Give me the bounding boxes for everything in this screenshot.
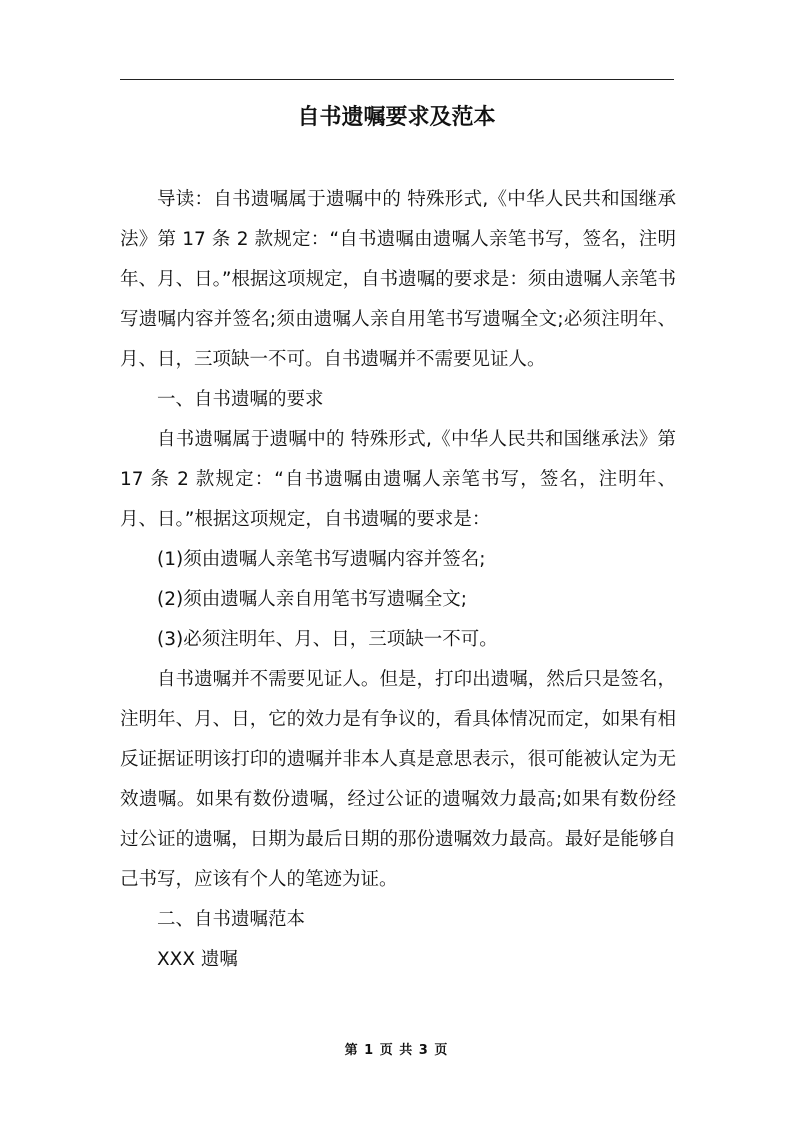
intro-paragraph: 导读：自书遗嘱属于遗嘱中的 特殊形式,《中华人民共和国继承法》第 17 条 2 款规定：“自书遗嘱由遗嘱人亲笔书写，签名，注明年、月、日。”根据这项规定，自书遗嘱的要求是：须由遗嘱人亲笔书写遗嘱内容并签名;须由遗嘱人亲自用笔书写遗嘱全文;必须注明年、月、日，三项缺一不可。自书遗嘱并不需要见证人。 — [120, 189, 676, 370]
page-number: 第 1 页 共 3 页 — [344, 1043, 449, 1058]
document-body — [120, 180, 676, 980]
template-title: XXX 遗嘱 — [157, 949, 238, 970]
requirements-paragraph: 自书遗嘱属于遗嘱中的 特殊形式,《中华人民共和国继承法》第 17 条 2 款规定：“自书遗嘱由遗嘱人亲笔书写，签名，注明年、月、日。”根据这项规定，自书遗嘱的要求是： — [120, 429, 676, 530]
header-rule — [120, 79, 674, 80]
requirement-item-1: (1)须由遗嘱人亲笔书写遗嘱内容并签名; — [157, 549, 486, 570]
requirement-item-3: (3)必须注明年、月、日，三项缺一不可。 — [157, 629, 498, 650]
requirement-item-2: (2)须由遗嘱人亲自用笔书写遗嘱全文; — [157, 589, 467, 610]
document-title: 自书遗嘱要求及范本 — [297, 105, 496, 130]
section-heading-template: 二、自书遗嘱范本 — [157, 909, 306, 930]
section-heading-requirements: 一、自书遗嘱的要求 — [157, 389, 324, 410]
witness-paragraph: 自书遗嘱并不需要见证人。但是，打印出遗嘱，然后只是签名，注明年、月、日，它的效力是有争议的，看具体情况而定，如果有相反证据证明该打印的遗嘱并非本人真是意思表示，很可能被认定为无效遗嘱。如果有数份遗嘱，经过公证的遗嘱效力最高;如果有数份经过公证的遗嘱，日期为最后日期的那份遗嘱效力最高。最好是能够自己书写，应该有个人的笔迹为证。 — [120, 669, 676, 890]
